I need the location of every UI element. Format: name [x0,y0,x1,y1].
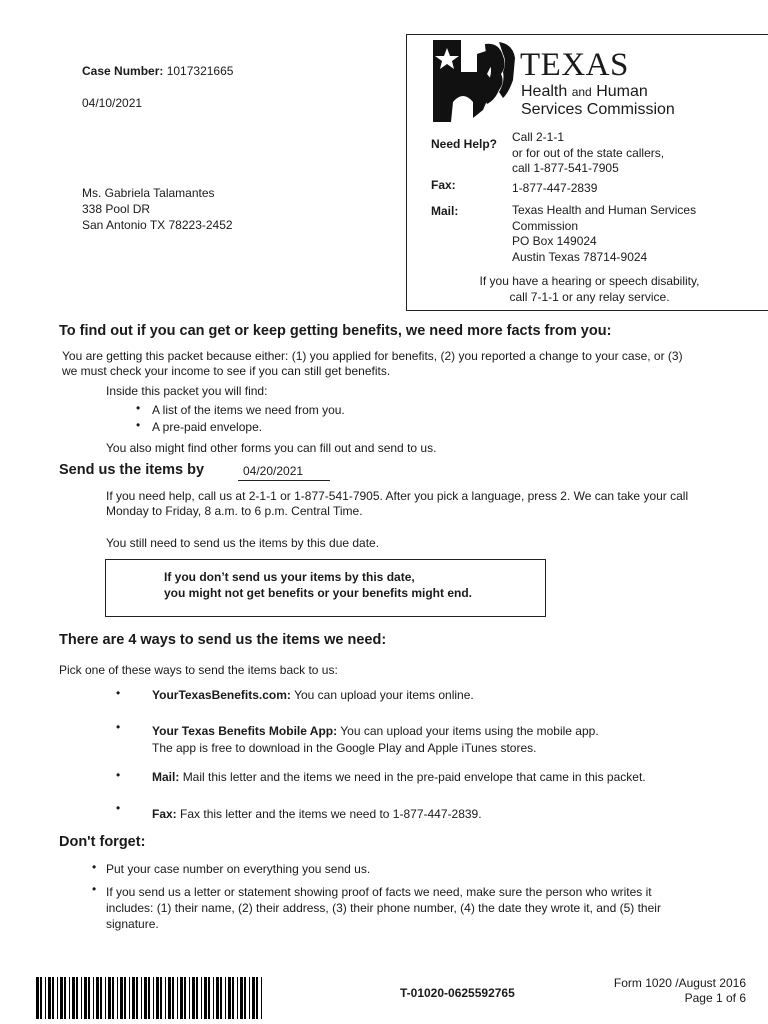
intro-paragraph: You are getting this packet because either: (1) you applied for benefits, (2) you reported a change to your case, or (3) we must check your income to see if you can still get benefits. [62,349,683,378]
fax-number: 1-877-447-2839 [512,181,598,195]
mail-label: Mail: [431,204,459,218]
bullet-icon: • [116,686,121,700]
document-code: T-01020-0625592765 [400,986,515,1000]
way-mobile-app: Your Texas Benefits Mobile App: You can upload your items using the mobile app. The app is free to download in the Google Play and Apple iTunes stores. [152,724,599,755]
case-number: 1017321665 [166,64,234,78]
logo-texas-wordmark: TEXAS [520,47,629,83]
hearing-notice: If you have a hearing or speech disability, call 7-1-1 or any relay service. [479,274,700,304]
recipient-city: San Antonio TX 78223-2452 [82,218,233,232]
agency-contact-box [406,34,768,311]
warning-text: If you don’t send us your items by this date, you might not get benefits or your benefits might end. [164,570,473,600]
case-number-label: Case Number: [82,64,164,78]
form-info [614,976,746,1006]
packet-item: A list of the items we need from you. [152,403,345,417]
other-forms-note: You also might find other forms you can fill out and send to us. [106,441,437,455]
dont-forget-heading: Don't forget: [59,834,146,850]
letter-date: 04/10/2021 [82,96,143,110]
logo-line-2: Health and Human [521,83,648,100]
bullet-icon: • [136,418,141,432]
way-mail: Mail: Mail this letter and the items we need in the pre-paid envelope that came in this packet. [152,770,646,784]
way-fax: Fax: Fax this letter and the items we need to 1-877-447-2839. [152,807,482,821]
intro-heading: To find out if you can get or keep getting benefits, we need more facts from you: [59,323,612,339]
case-number-line [82,64,233,79]
bullet-icon: • [116,768,121,782]
barcode [36,977,264,1019]
page-number: Page 1 of 6 [684,991,746,1005]
packet-contents-label: Inside this packet you will find: [106,384,268,398]
form-number: Form 1020 /August 2016 [613,976,746,990]
help-paragraph: If you need help, call us at 2-1-1 or 1-877-541-7905. After you pick a language, press 2. We can take your call Monday to Friday, 8 a.m. to 6 p.m. Central Time. [106,489,689,518]
due-date: 04/20/2021 [243,464,304,478]
need-help-label: Need Help? [431,137,498,151]
recipient-address [82,185,233,233]
mail-address: Texas Health and Human Services Commission PO Box 149024 Austin Texas 78714-9024 [512,203,697,264]
logo-line-3: Services Commission [521,101,675,118]
recipient-name: Ms. Gabriela Talamantes [82,186,215,200]
recipient-street: 338 Pool DR [82,202,151,216]
packet-item: A pre-paid envelope. [152,420,263,434]
due-heading: Send us the items by [59,462,205,478]
warning-box [105,559,546,617]
reminder-proof-letter: If you send us a letter or statement showing proof of facts we need, make sure the person who writes it includes: (1) their name, (2) their address, (3) their phone number, (4) the date they wrote it, and (5) their signature. [106,885,661,931]
need-help-value: Call 2-1-1 or for out of the state callers, call 1-877-541-7905 [512,130,665,175]
fax-label: Fax: [431,178,456,192]
bullet-icon: • [136,401,141,415]
due-date-underline [238,480,330,481]
bullet-icon: • [116,720,121,734]
bullet-icon: • [92,860,97,874]
ways-heading: There are 4 ways to send us the items we need: [59,632,387,648]
bullet-icon: • [116,801,121,815]
texas-hhsc-logo [433,40,515,122]
reminder-case-number: Put your case number on everything you send us. [106,862,371,876]
bullet-icon: • [92,882,97,896]
way-online: YourTexasBenefits.com: You can upload your items online. [152,688,474,702]
due-reminder: You still need to send us the items by this due date. [106,536,380,550]
ways-intro: Pick one of these ways to send the items back to us: [59,663,338,677]
